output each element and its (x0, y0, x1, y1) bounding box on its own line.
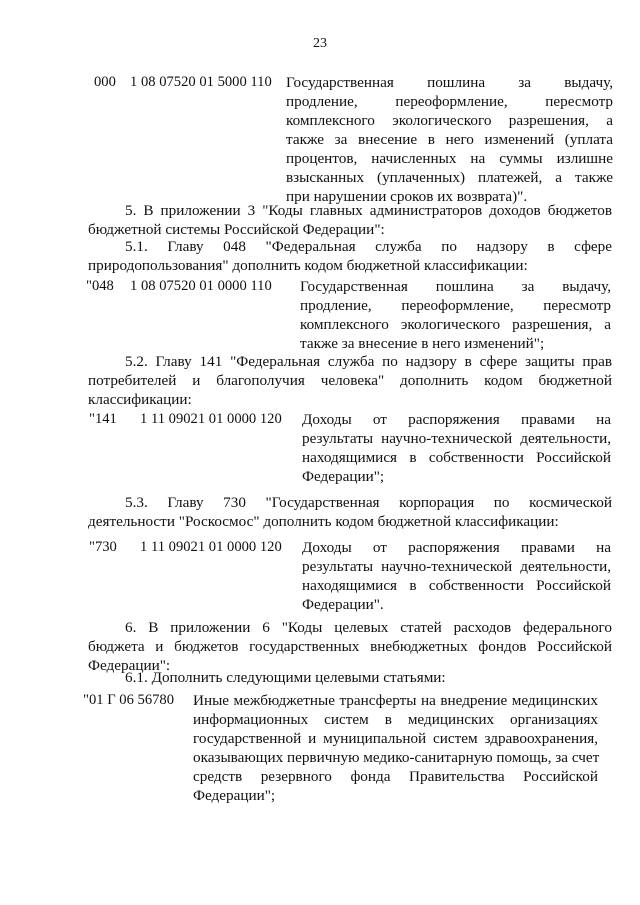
budget-code-row-141 (89, 410, 611, 486)
desc-line: Федерации"; (193, 787, 276, 804)
para-line: 5.3. Главу 730 "Государственная корпорация по космической (125, 494, 612, 511)
desc-line: Государственная пошлина за выдачу, (286, 74, 613, 91)
desc-line: государственной и муниципальной систем здравоохранения, (193, 730, 598, 747)
para-line: 6.1. Дополнить следующими целевыми статьями: (125, 669, 446, 686)
desc-line: Иные межбюджетные трансферты на внедрение медицинских (193, 692, 598, 709)
budget-code: 1 08 07520 01 5000 110 (130, 74, 272, 90)
desc-line: Федерации". (302, 596, 384, 613)
code-description (300, 277, 611, 353)
desc-line: Доходы от распоряжения правами на (302, 411, 611, 428)
desc-line: средств резервного фонда Правительства Российской (193, 768, 598, 785)
desc-line: при нарушении сроков их возврата)". (286, 188, 528, 205)
desc-line: оказывающих первичную медико-санитарную помощь, за счет (193, 749, 600, 766)
para-line: бюджета и бюджетов государственных внебюджетных фондов Российской (88, 638, 612, 655)
code-prefix: "141 (89, 411, 117, 427)
desc-line: информационных систем в медицинских организациях (193, 711, 598, 728)
para-line: деятельности "Роскосмос" дополнить кодом бюджетной классификации: (88, 513, 559, 530)
desc-line: взысканных (уплаченных) платежей, а также (286, 169, 613, 186)
para-line: природопользования" дополнить кодом бюджетной классификации: (88, 257, 528, 274)
desc-line: также за внесение в него изменений"; (300, 335, 545, 352)
budget-code-row-048 (86, 277, 611, 353)
budget-code: 1 11 09021 01 0000 120 (140, 539, 282, 555)
code-prefix: "730 (89, 539, 117, 555)
para-line: 6. В приложении 6 "Коды целевых статей расходов федерального (125, 619, 612, 636)
para-line: 5. В приложении 3 "Коды главных администраторов доходов бюджетов (125, 202, 612, 219)
desc-line: находящимися в собственности Российской (302, 449, 611, 466)
desc-line: продление, переоформление, пересмотр (300, 297, 611, 314)
desc-line: комплексного экологического разрешения, а (286, 112, 613, 129)
para-line: 5.2. Главу 141 "Федеральная служба по надзору в сфере защиты прав (125, 353, 612, 370)
code-prefix: 000 (94, 74, 116, 90)
budget-code-row-000 (94, 73, 613, 206)
para-line: Федерации": (88, 657, 171, 674)
paragraph-5 (88, 201, 612, 239)
paragraph-5-2 (88, 352, 612, 409)
para-line: потребителей и благополучия человека" дополнить кодом бюджетной (88, 372, 612, 389)
target-article-code: "01 Г 06 56780 (83, 692, 175, 708)
budget-code: 1 08 07520 01 0000 110 (130, 278, 272, 294)
target-article-row (83, 691, 598, 805)
desc-line: Федерации"; (302, 468, 385, 485)
desc-line: результаты научно-технической деятельности, (302, 430, 611, 447)
desc-line: находящимися в собственности Российской (302, 577, 611, 594)
budget-code-row-730 (89, 538, 611, 614)
para-line: классификации: (88, 391, 192, 408)
desc-line: комплексного экологического разрешения, а (300, 316, 611, 333)
desc-line: результаты научно-технической деятельности, (302, 558, 611, 575)
para-line: 5.1. Главу 048 "Федеральная служба по надзору в сфере (125, 238, 612, 255)
target-article-description (193, 691, 598, 805)
desc-line: Доходы от распоряжения правами на (302, 539, 611, 556)
budget-code: 1 11 09021 01 0000 120 (140, 411, 282, 427)
code-description (286, 73, 613, 206)
page-number: 23 (313, 36, 327, 51)
desc-line: процентов, начисленных на суммы излишне (286, 150, 613, 167)
code-description (302, 538, 611, 614)
code-description (302, 410, 611, 486)
paragraph-5-3 (88, 493, 612, 531)
desc-line: продление, переоформление, пересмотр (286, 93, 613, 110)
paragraph-6-1 (88, 668, 612, 687)
desc-line: также за внесение в него изменений (уплата (286, 131, 613, 148)
paragraph-5-1 (88, 237, 612, 275)
code-prefix: "048 (86, 278, 114, 294)
desc-line: Государственная пошлина за выдачу, (300, 278, 611, 295)
paragraph-6 (88, 618, 612, 675)
para-line: бюджетной системы Российской Федерации": (88, 221, 385, 238)
